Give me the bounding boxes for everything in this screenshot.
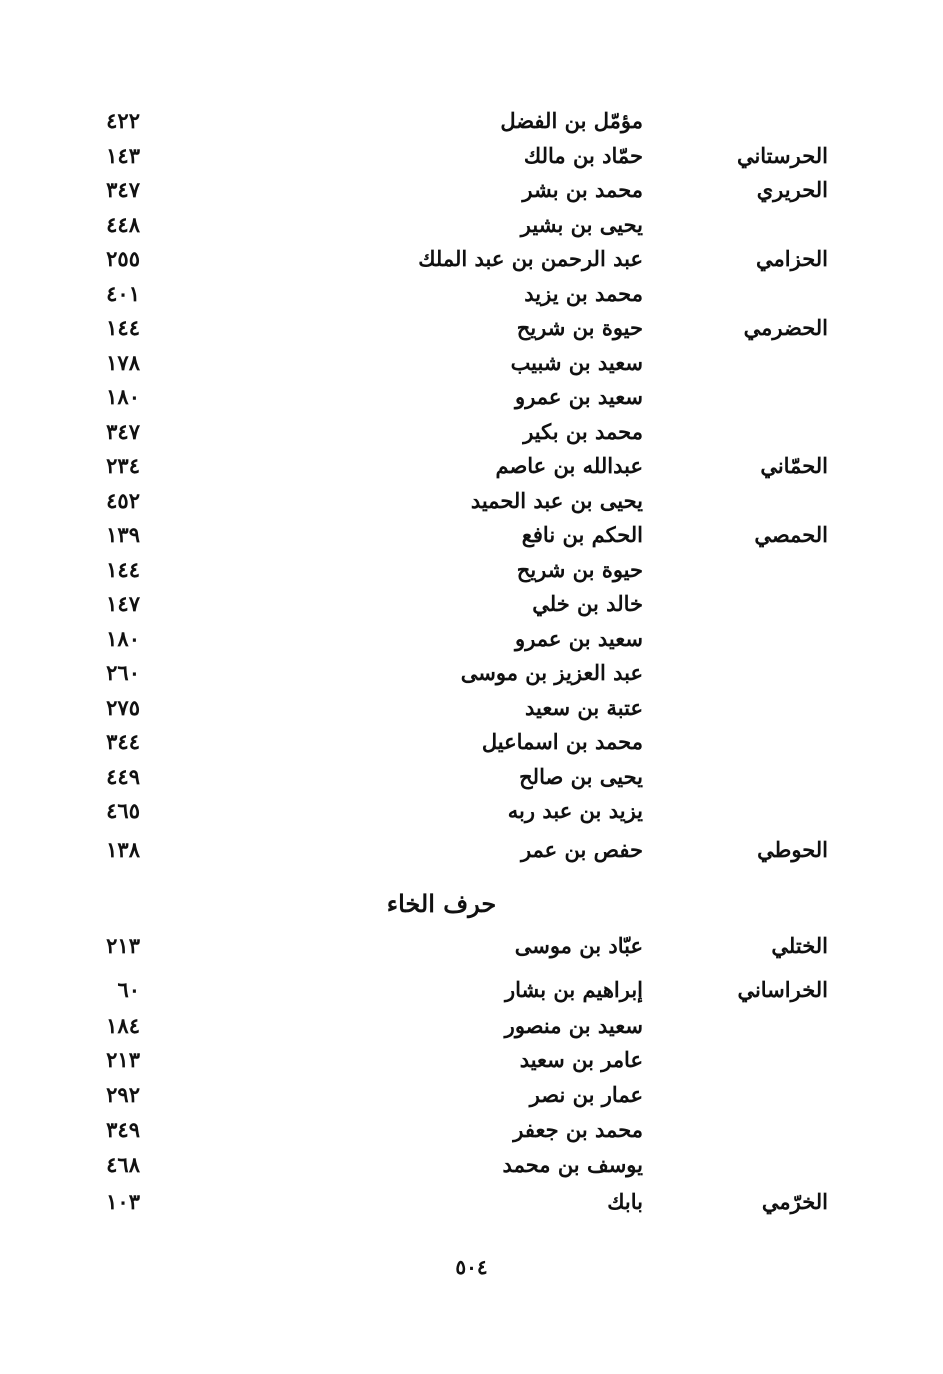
nisba-label: الحضرمي	[743, 315, 828, 340]
index-row	[0, 929, 943, 963]
index-row	[0, 760, 943, 794]
section-heading: حرف الخاء	[386, 889, 497, 918]
page-reference: ٢١٣	[106, 1047, 140, 1072]
person-name: حفص بن عمر	[520, 837, 643, 862]
nisba-label: الخراساني	[737, 977, 828, 1002]
page-reference: ١٨٤	[106, 1013, 140, 1038]
index-row	[0, 1185, 943, 1219]
person-name: عمار بن نصر	[529, 1082, 643, 1107]
nisba-label: الحوطي	[757, 837, 828, 862]
page-reference: ٤٥٢	[106, 487, 140, 513]
index-row	[0, 1043, 943, 1077]
person-name: يحيى بن بشير	[520, 211, 643, 237]
index-row	[0, 587, 943, 621]
nisba-label: الحزامي	[756, 246, 828, 271]
page-reference: ٢٦٠	[106, 660, 140, 685]
index-row	[0, 104, 943, 138]
person-name: سعيد بن منصور	[504, 1013, 643, 1038]
page-reference: ٦٠	[117, 977, 140, 1002]
page-reference: ٤٦٥	[106, 798, 140, 823]
page-reference: ١٨٠	[106, 384, 140, 409]
page-reference: ١٤٣	[106, 142, 140, 168]
index-row	[0, 311, 943, 345]
page-reference: ٣٤٩	[106, 1117, 140, 1142]
index-row	[0, 622, 943, 656]
page-reference: ٣٤٤	[106, 729, 140, 754]
page-reference: ٢١٣	[106, 933, 140, 958]
page-reference: ٢٣٤	[106, 453, 140, 478]
page-reference: ٤٦٨	[106, 1152, 140, 1177]
index-row	[0, 973, 943, 1007]
person-name: حيوة بن شريح	[516, 315, 643, 340]
index-row	[0, 1009, 943, 1043]
page-reference: ٢٥٥	[106, 246, 140, 271]
index-row	[0, 139, 943, 173]
index-row	[0, 380, 943, 414]
index-row	[0, 553, 943, 587]
person-name: سعيد بن عمرو	[515, 625, 643, 651]
person-name: عتبة بن سعيد	[524, 694, 643, 720]
index-row	[0, 1078, 943, 1112]
index-row	[0, 794, 943, 828]
person-name: محمد بن بشر	[522, 177, 643, 202]
page-reference: ١٤٤	[106, 315, 140, 340]
page-reference: ١٤٤	[106, 556, 140, 582]
nisba-label: الحمصي	[754, 522, 828, 547]
page-reference: ٤٠١	[106, 280, 140, 306]
person-name: سعيد بن عمرو	[515, 384, 643, 409]
index-row	[0, 691, 943, 725]
person-name: حمّاد بن مالك	[523, 142, 643, 168]
page-reference: ١٨٠	[106, 625, 140, 651]
person-name: بابك	[607, 1189, 643, 1214]
person-name: محمد بن بكير	[523, 418, 643, 444]
person-name: مؤمّل بن الفضل	[500, 108, 643, 133]
index-row	[0, 656, 943, 690]
index-row	[0, 173, 943, 207]
person-name: يوسف بن محمد	[502, 1152, 643, 1177]
index-row	[0, 1113, 943, 1147]
person-name: عامر بن سعيد	[519, 1047, 643, 1072]
person-name: عبّاد بن موسى	[514, 933, 643, 958]
person-name: عبدالله بن عاصم	[495, 453, 643, 478]
index-row	[0, 208, 943, 242]
person-name: حيوة بن شريح	[516, 556, 643, 582]
person-name: يزيد بن عبد ربه	[507, 798, 643, 823]
person-name: يحيى بن صالح	[519, 763, 643, 789]
page-reference: ١٤٧	[106, 591, 140, 616]
nisba-label: الحريري	[756, 177, 828, 202]
index-row	[0, 1148, 943, 1182]
nisba-label: الخرّمي	[761, 1189, 828, 1214]
page-number: ٥٠٤	[455, 1255, 488, 1279]
page-reference: ١٧٨	[106, 349, 140, 375]
person-name: محمد بن اسماعيل	[481, 729, 643, 754]
index-row	[0, 725, 943, 759]
person-name: خالد بن خلي	[532, 591, 643, 616]
index-row	[0, 449, 943, 483]
person-name: محمد بن يزيد	[524, 280, 643, 306]
page-reference: ٢٩٢	[106, 1082, 140, 1107]
index-row	[0, 415, 943, 449]
page-reference: ٢٧٥	[106, 694, 140, 720]
person-name: يحيى بن عبد الحميد	[470, 487, 643, 513]
index-row	[0, 833, 943, 867]
person-name: عبد العزيز بن موسى	[460, 660, 643, 685]
page-reference: ٤٤٨	[106, 211, 140, 237]
index-row	[0, 346, 943, 380]
person-name: الحكم بن نافع	[521, 522, 643, 547]
nisba-label: الحمّاني	[760, 453, 828, 478]
index-row	[0, 484, 943, 518]
person-name: محمد بن جعفر	[513, 1117, 643, 1142]
index-row	[0, 277, 943, 311]
page-reference: ١٠٣	[106, 1189, 140, 1214]
person-name: سعيد بن شبيب	[510, 349, 643, 375]
page-reference: ٤٢٢	[106, 108, 140, 133]
page-reference: ٣٤٧	[106, 418, 140, 444]
index-row	[0, 518, 943, 552]
nisba-label: الحرستاني	[736, 142, 828, 168]
index-row	[0, 242, 943, 276]
page-reference: ١٣٨	[106, 837, 140, 862]
person-name: إبراهيم بن بشار	[504, 977, 643, 1002]
page-reference: ٤٤٩	[106, 763, 140, 789]
page-reference: ٣٤٧	[106, 177, 140, 202]
nisba-label: الختلي	[771, 933, 828, 958]
person-name: عبد الرحمن بن عبد الملك	[418, 246, 643, 271]
page-reference: ١٣٩	[106, 522, 140, 547]
